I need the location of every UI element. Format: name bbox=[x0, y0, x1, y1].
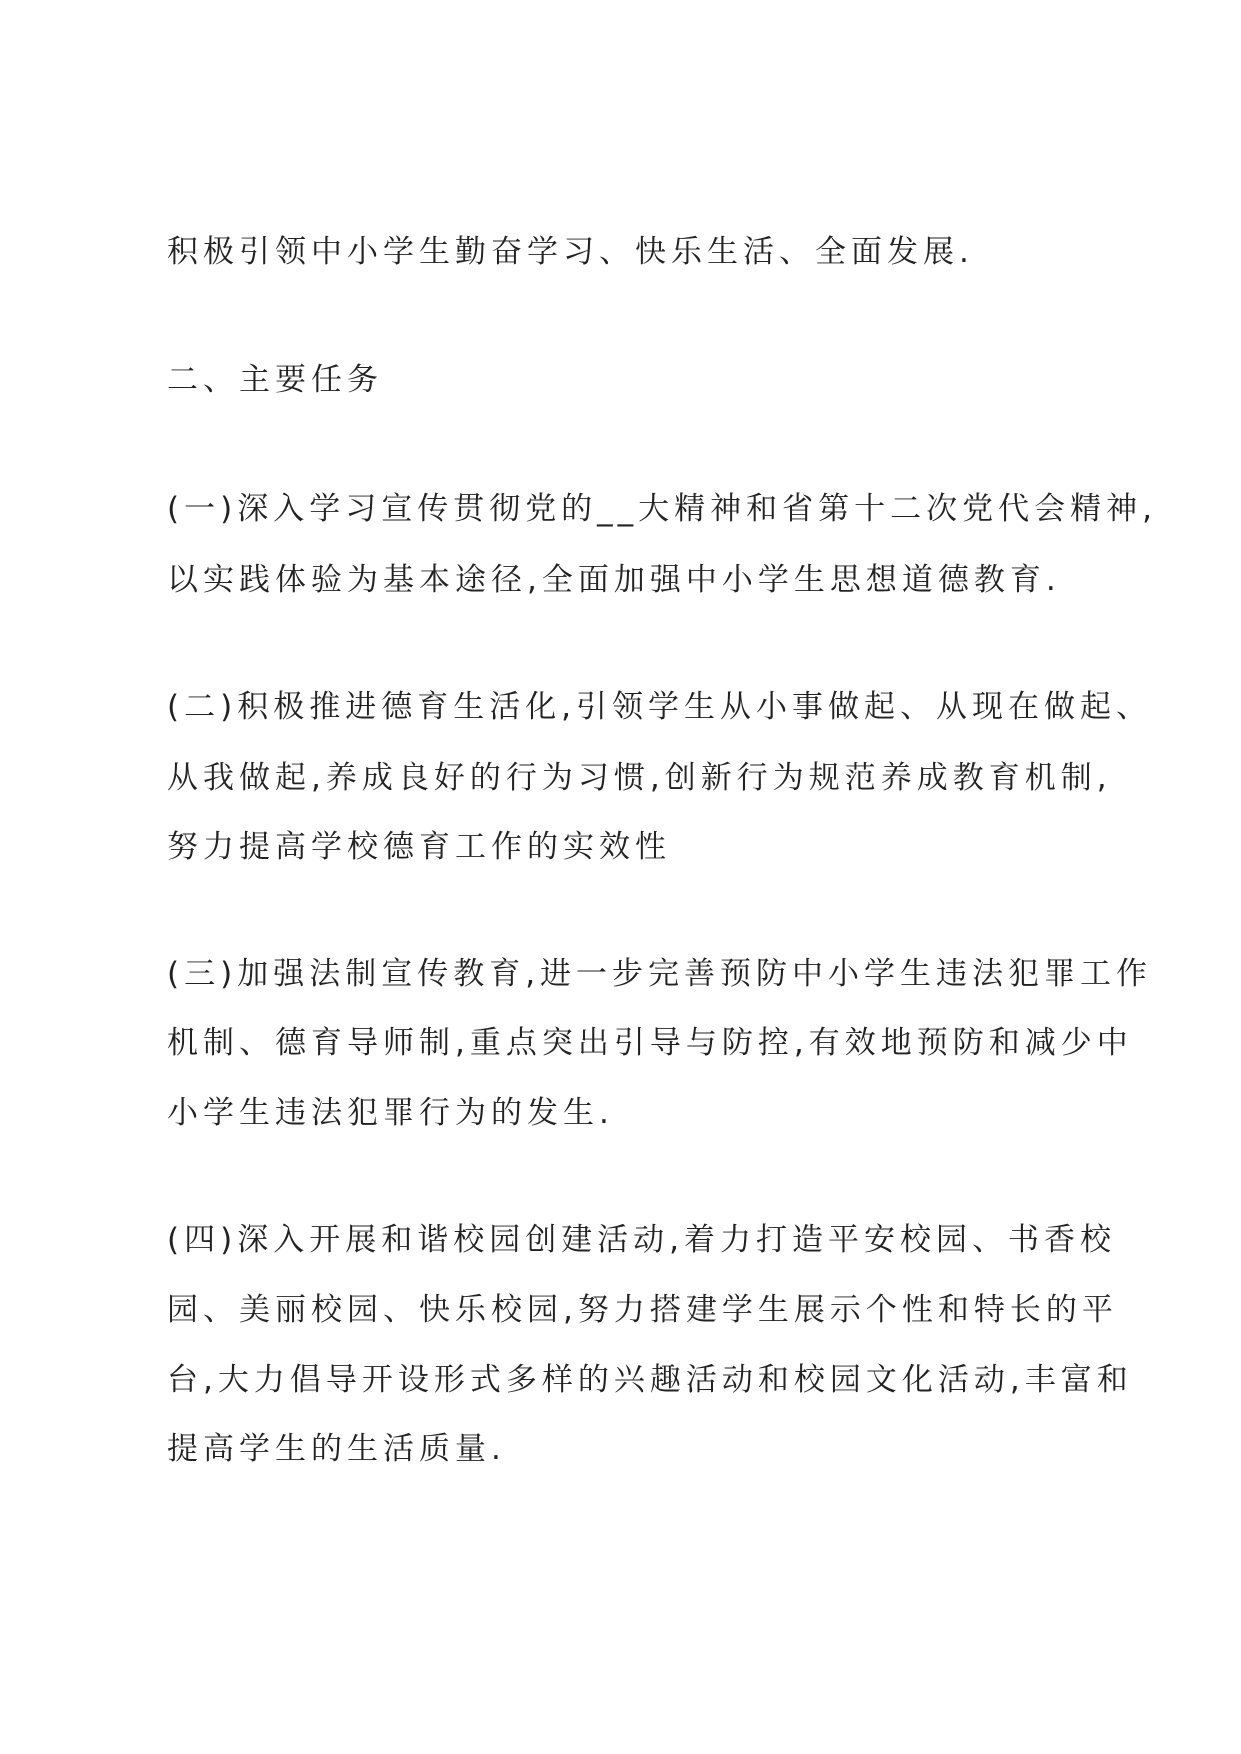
text-line: 从我做起,养成良好的行为习惯,创新行为规范养成教育机制, bbox=[167, 760, 1112, 796]
text-line: (三)加强法制宣传教育,进一步完善预防中小学生违法犯罪工作 bbox=[167, 956, 1153, 992]
text-line: 以实践体验为基本途径,全面加强中小学生思想道德教育. bbox=[167, 562, 1061, 598]
text-line: 努力提高学校德育工作的实效性 bbox=[167, 829, 671, 865]
text-line: (一)深入学习宣传贯彻党的__大精神和省第十二次党代会精神, bbox=[167, 491, 1158, 527]
text-line: (二)积极推进德育生活化,引领学生从小事做起、从现在做起、 bbox=[167, 689, 1153, 725]
text-line: 园、美丽校园、快乐校园,努力搭建学生展示个性和特长的平 bbox=[167, 1292, 1118, 1328]
text-line: 台,大力倡导开设形式多样的兴趣活动和校园文化活动,丰富和 bbox=[167, 1362, 1133, 1398]
text-line: 小学生违法犯罪行为的发生. bbox=[167, 1095, 614, 1131]
text-line: 机制、德育导师制,重点突出引导与防控,有效地预防和减少中 bbox=[167, 1025, 1133, 1061]
text-line: 积极引领中小学生勤奋学习、快乐生活、全面发展. bbox=[167, 234, 974, 270]
text-line: 提高学生的生活质量. bbox=[167, 1431, 506, 1467]
section-heading: 二、主要任务 bbox=[167, 362, 383, 398]
text-line: (四)深入开展和谐校园创建活动,着力打造平安校园、书香校 bbox=[167, 1222, 1117, 1258]
